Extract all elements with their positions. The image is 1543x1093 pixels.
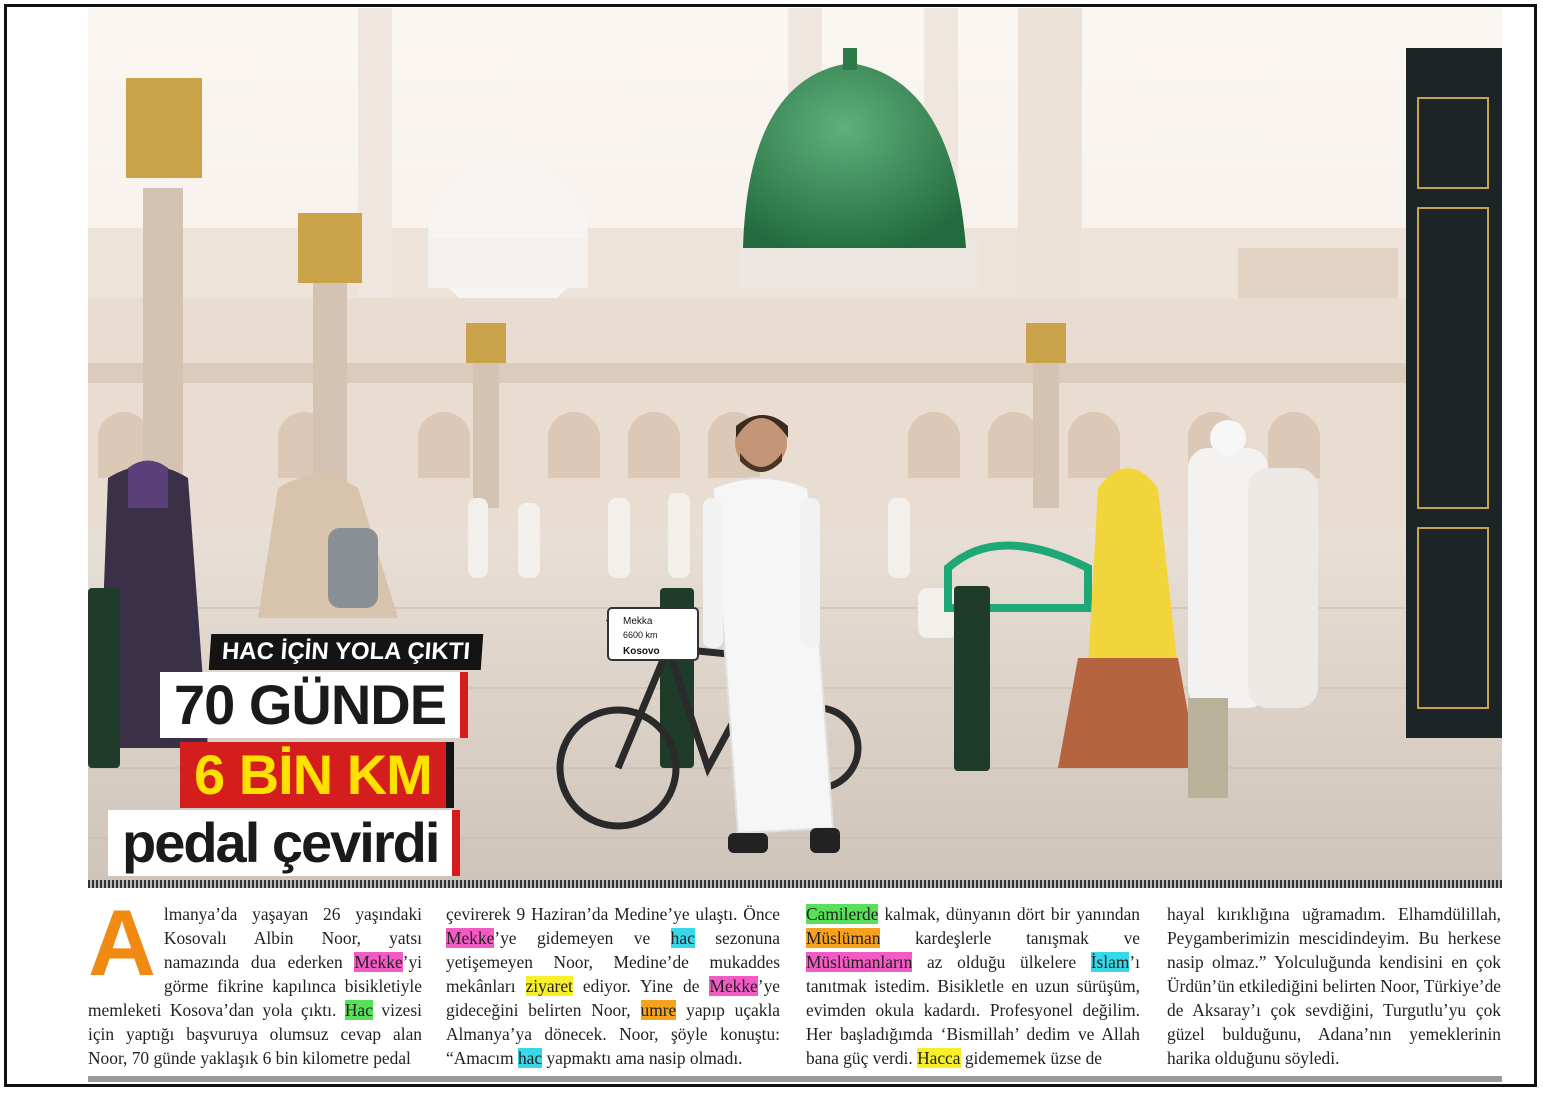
article-column-2: [446, 902, 780, 1070]
headline-line-1: 70 GÜNDE: [160, 672, 468, 738]
text-run: yapıp uçakla Almanya’ya dönecek. Noor, şöyle konuştu: “Amacım: [446, 1000, 781, 1068]
text-run: ’ye gidemeyen ve: [494, 928, 671, 948]
article-column-4: [1167, 902, 1501, 1070]
highlighted-word: Camilerde: [806, 904, 879, 924]
highlighted-word: Mekke: [446, 928, 495, 948]
highlighted-word: İslam: [1090, 952, 1130, 972]
highlighted-word: Müslümanların: [806, 952, 913, 972]
bike-sign-line1: Mekka: [623, 616, 653, 627]
highlighted-word: hac: [670, 928, 695, 948]
photo-bottom-strip: [88, 880, 1502, 888]
text-run: sezonuna yetişemeyen Noor, Medine’de mukaddes mekânları: [446, 928, 780, 996]
text-run: kardeşlerle tanışmak ve: [880, 928, 1140, 948]
highlighted-word: Hacca: [917, 1048, 961, 1068]
highlighted-word: ziyaret: [525, 976, 573, 996]
drop-cap: A: [88, 890, 156, 995]
article-column-1: [88, 890, 422, 1070]
text-run: hayal kırıklığına uğramadım. Elhamdülillah, Peygamberimizin mescidindeyim. Bu herkese nasip olmaz.” Yolculuğunda kendisini en çok Ürdün’ün etkilediğini belirten Noor, Türkiye’de de Aksaray’ı çok sevdiğini, Turgutlu’yu çok güzel bulduğunu, Adana’nın yemeklerinin harika olduğunu söyledi.: [1167, 904, 1501, 1068]
highlighted-word: Müslüman: [806, 928, 881, 948]
text-run: ’ye gideceğini belirten Noor,: [446, 976, 780, 1020]
highlighted-word: umre: [640, 1000, 677, 1020]
article-column-3: [806, 902, 1140, 1070]
text-run: ’ı tanıtmak istedim. Bisikletle en uzun sürüşüm, evimden okula kadardı. Profesyonel değilim. Her başladığımda ‘Bismillah’ dedim ve Allah bana güç verdi.: [806, 952, 1140, 1068]
highlighted-word: hac: [517, 1048, 543, 1068]
bike-sign-line2: 6600 km: [623, 630, 658, 640]
headline-line-3: pedal çevirdi: [108, 810, 460, 876]
text-run: az olduğu ülkelere: [912, 952, 1091, 972]
text-run: ’yi görme fikrine kapılınca bisikletiyle memleketi Kosova’dan yola çıktı.: [88, 952, 422, 1020]
bottom-rule: [88, 1076, 1502, 1082]
headline-line-2: 6 BİN KM: [180, 742, 454, 808]
text-run: gidememek üzse de: [960, 1048, 1102, 1068]
highlighted-word: Mekke: [709, 976, 758, 996]
text-run: kalmak, dünyanın dört bir yanından: [878, 904, 1140, 924]
highlighted-word: Hac: [344, 1000, 373, 1020]
highlighted-word: Mekke: [354, 952, 403, 972]
text-run: lmanya’da yaşayan 26 yaşındaki Kosovalı Albin Noor, yatsı namazında dua ederken: [163, 904, 422, 972]
bike-sign-line3: Kosovo: [623, 646, 660, 657]
headline-kicker: HAC İÇİN YOLA ÇIKTI: [209, 634, 484, 670]
text-run: çevirerek 9 Haziran’da Medine’ye ulaştı. Önce: [446, 904, 780, 924]
text-run: yapmaktı ama nasip olmadı.: [542, 1048, 743, 1068]
text-run: vizesi için yaptığı başvuruya olumsuz cevap alan Noor, 70 günde yaklaşık 6 bin kilometre pedal: [88, 1000, 422, 1068]
text-run: ediyor. Yine de: [572, 976, 710, 996]
